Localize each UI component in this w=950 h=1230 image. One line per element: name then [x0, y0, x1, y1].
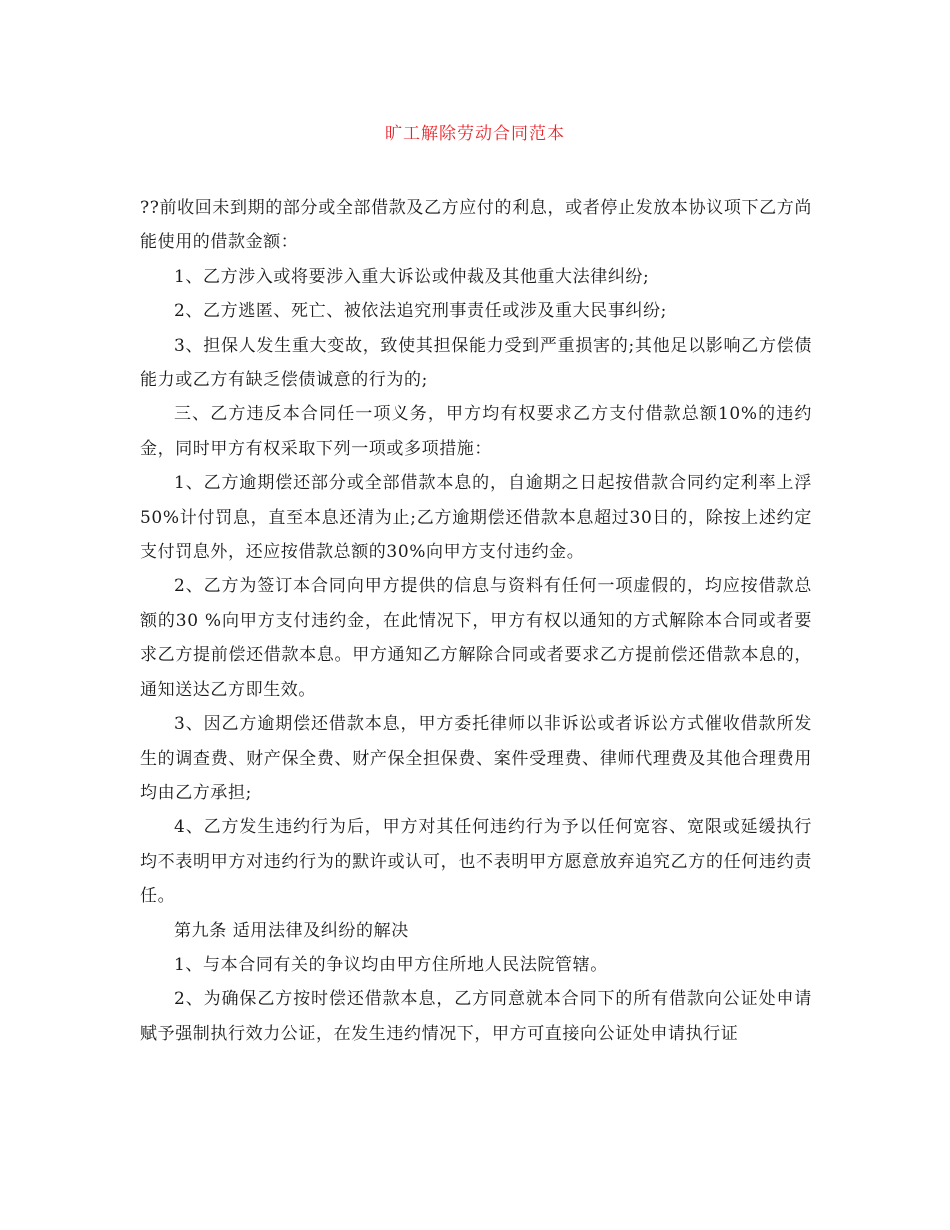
paragraph-measure-2: 2、乙方为签订本合同向甲方提供的信息与资料有任何一项虚假的，均应按借款总额的30 %向甲方支付违约金，在此情况下，甲方有权以通知的方式解除本合同或者要求乙方提前偿还借款本息。甲方通知乙方解除合同或者要求乙方提前偿还借款本息的，通知送达乙方即生效。	[140, 576, 812, 700]
article-nine-heading: 第九条 适用法律及纠纷的解决	[174, 920, 409, 941]
paragraph-measure-1: 1、乙方逾期偿还部分或全部借款本息的，自逾期之日起按借款合同约定利率上浮50%计付罚息，直至本息还清为止;乙方逾期偿还借款本息超过30日的，除按上述约定支付罚息外，还应按借款总额的30%向甲方支付违约金。	[140, 473, 812, 563]
paragraph-section-three: 三、乙方违反本合同任一项义务，甲方均有权要求乙方支付借款总额10%的违约金，同时甲方有权采取下列一项或多项措施：	[140, 404, 812, 459]
paragraph-clause-2: 2、乙方逃匿、死亡、被依法追究刑事责任或涉及重大民事纠纷;	[174, 301, 667, 322]
paragraph-jurisdiction-2: 2、为确保乙方按时偿还借款本息，乙方同意就本合同下的所有借款向公证处申请赋予强制执行效力公证，在发生违约情况下，甲方可直接向公证处申请执行证	[140, 989, 812, 1044]
paragraph-jurisdiction-1: 1、与本合同有关的争议均由甲方住所地人民法院管辖。	[174, 954, 608, 975]
paragraph-measure-4: 4、乙方发生违约行为后，甲方对其任何违约行为予以任何宽容、宽限或延缓执行均不表明甲方对违约行为的默许或认可，也不表明甲方愿意放弃追究乙方的任何违约责任。	[140, 817, 812, 907]
paragraph-measure-3: 3、因乙方逾期偿还借款本息，甲方委托律师以非诉讼或者诉讼方式催收借款所发生的调查费、财产保全费、财产保全担保费、案件受理费、律师代理费及其他合理费用均由乙方承担;	[140, 714, 812, 803]
document-title: 旷工解除劳动合同范本	[385, 124, 565, 144]
paragraph-clause-3: 3、担保人发生重大变故，致使其担保能力受到严重损害的;其他足以影响乙方偿债能力或乙方有缺乏偿债诚意的行为的;	[140, 335, 812, 391]
paragraph-continuation: ??前收回未到期的部分或全部借款及乙方应付的利息，或者停止发放本协议项下乙方尚能使用的借款金额：	[140, 198, 812, 253]
document-body	[140, 191, 812, 1051]
paragraph-clause-1: 1、乙方涉入或将要涉入重大诉讼或仲裁及其他重大法律纠纷;	[174, 266, 650, 287]
